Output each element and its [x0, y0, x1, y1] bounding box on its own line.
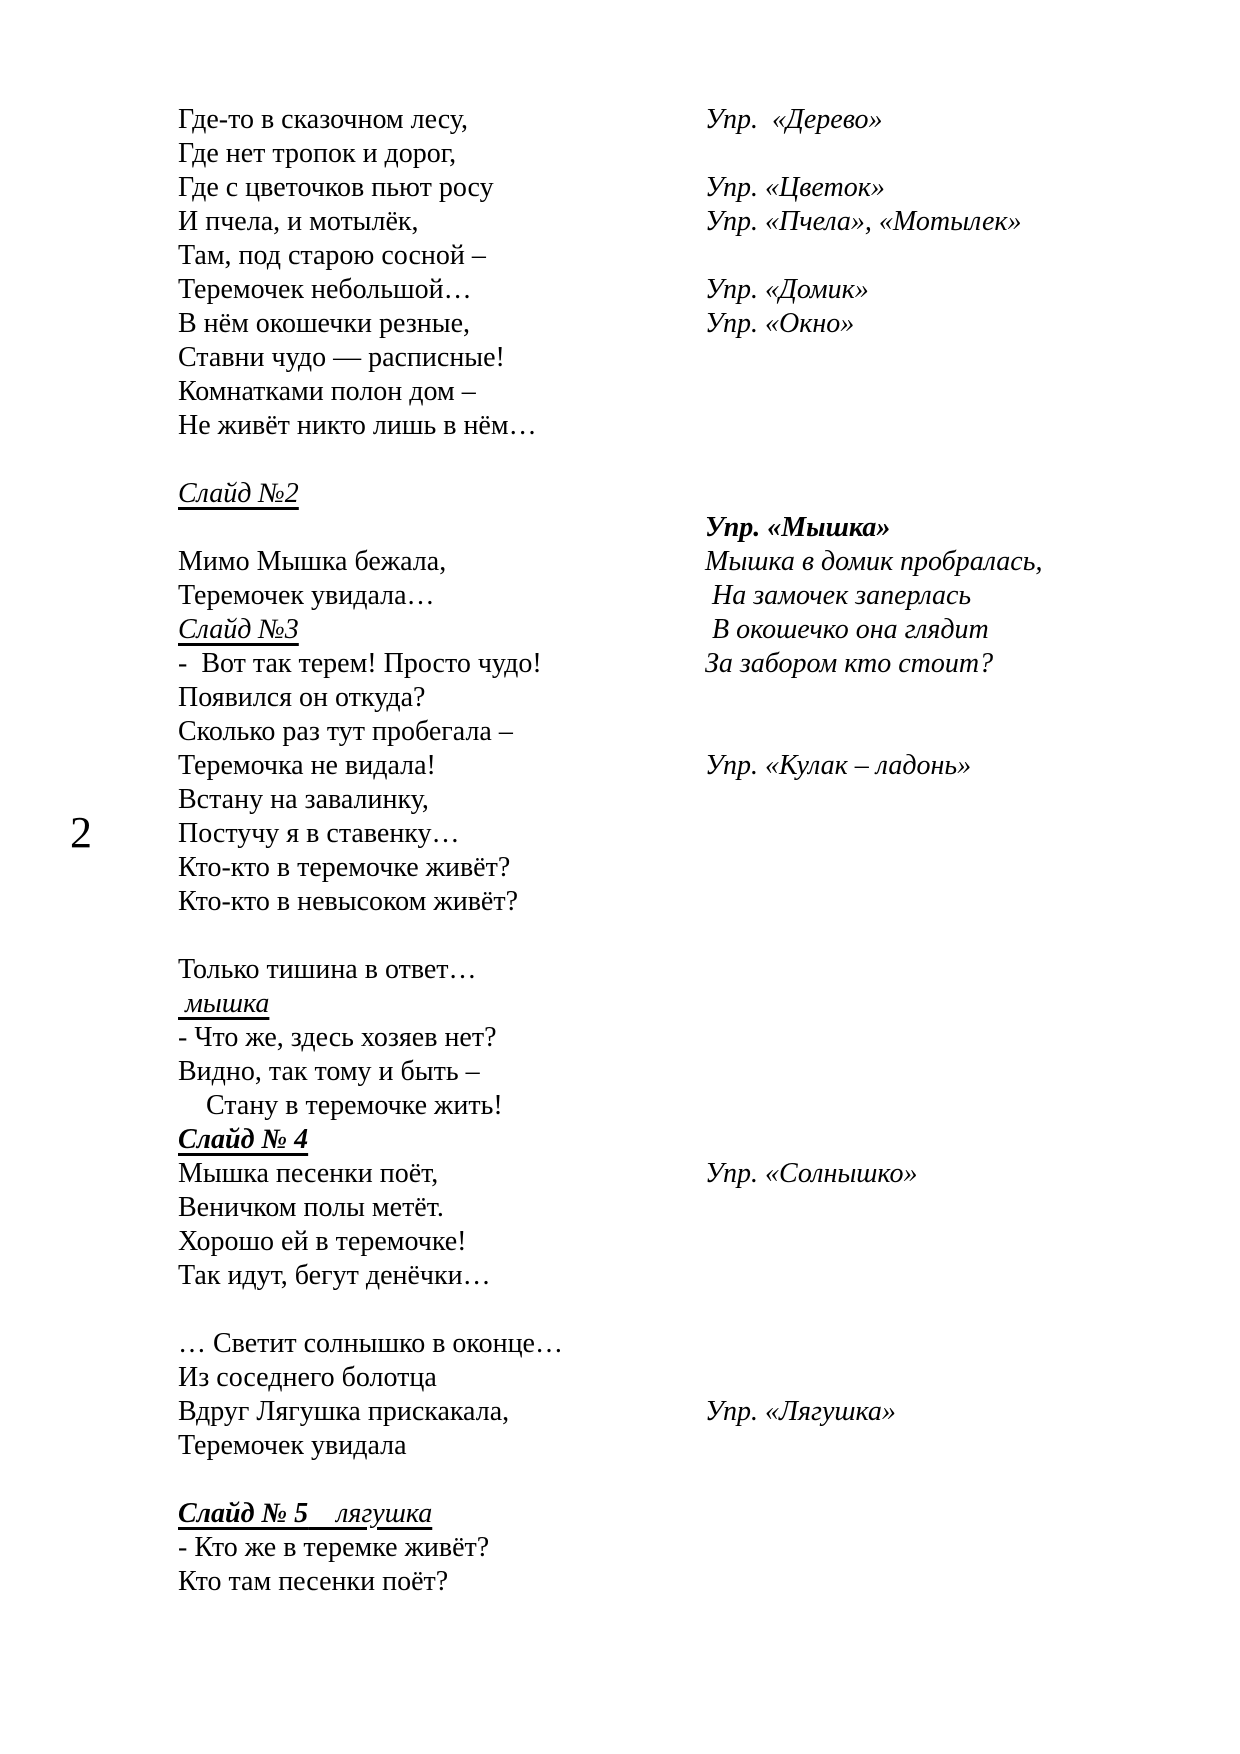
text-line: [705, 1395, 1215, 1429]
text-line: [705, 1123, 1215, 1157]
text-segment: За забором кто стоит?: [705, 648, 994, 679]
text-line: [705, 341, 1215, 375]
text-line: [705, 1293, 1215, 1327]
text-line: [705, 409, 1215, 443]
text-segment: - Что же, здесь хозяев нет?: [178, 1022, 497, 1053]
text-line: [178, 1429, 718, 1463]
text-segment: Комнатками полон дом –: [178, 376, 476, 407]
text-line: [178, 1089, 718, 1123]
text-line: [705, 817, 1215, 851]
text-line: [178, 341, 718, 375]
text-segment: Теремочек увидала…: [178, 580, 435, 611]
text-line: [178, 137, 718, 171]
text-segment: Кто там песенки поёт?: [178, 1566, 449, 1597]
text-line: [705, 1055, 1215, 1089]
text-line: [178, 1157, 718, 1191]
text-line: [705, 647, 1215, 681]
text-line: [178, 783, 718, 817]
text-line: [705, 103, 1215, 137]
text-segment: Так идут, бегут денёчки…: [178, 1260, 491, 1291]
text-line: [178, 953, 718, 987]
text-line: [178, 409, 718, 443]
text-segment: Постучу я в ставенку…: [178, 818, 460, 849]
text-line: [178, 1531, 718, 1565]
text-segment: Где нет тропок и дорог,: [178, 138, 457, 169]
text-line: [705, 375, 1215, 409]
text-line: [705, 987, 1215, 1021]
text-segment: Упр. «Мышка»: [705, 512, 891, 543]
text-segment: Кто-кто в теремочке живёт?: [178, 852, 511, 883]
text-line: [705, 851, 1215, 885]
text-line: [705, 715, 1215, 749]
text-segment: Встану на завалинку,: [178, 784, 429, 815]
text-line: [705, 953, 1215, 987]
text-line: [705, 1225, 1215, 1259]
text-segment: Теремочек увидала: [178, 1430, 407, 1461]
text-line: [178, 477, 718, 511]
text-line: [178, 1293, 718, 1327]
text-segment: Мышка песенки поёт,: [178, 1158, 439, 1189]
text-line: [705, 783, 1215, 817]
text-line: [178, 817, 718, 851]
text-line: [705, 477, 1215, 511]
text-segment: Слайд №2: [178, 478, 299, 509]
text-line: [178, 1497, 718, 1531]
text-segment: И пчела, и мотылёк,: [178, 206, 419, 237]
text-segment: - Кто же в теремке живёт?: [178, 1532, 490, 1563]
text-segment: Мышка в домик пробралась,: [705, 546, 1043, 577]
text-line: [705, 1259, 1215, 1293]
right-column: [705, 103, 1215, 1429]
text-line: [705, 1191, 1215, 1225]
text-line: [705, 579, 1215, 613]
text-segment: Из соседнего болотца: [178, 1362, 437, 1393]
text-line: [705, 681, 1215, 715]
text-segment: мышка: [178, 988, 270, 1019]
text-segment: Слайд № 5: [178, 1498, 309, 1529]
text-line: [705, 443, 1215, 477]
text-segment: … Светит солнышко в оконце…: [178, 1328, 563, 1359]
text-line: [178, 545, 718, 579]
text-line: [705, 1361, 1215, 1395]
text-line: [705, 919, 1215, 953]
left-column: [178, 103, 718, 1599]
text-line: [705, 1327, 1215, 1361]
text-segment: В окошечко она глядит: [705, 614, 989, 645]
text-segment: Кто-кто в невысоком живёт?: [178, 886, 519, 917]
text-line: [705, 239, 1215, 273]
text-line: [705, 171, 1215, 205]
text-segment: На замочек заперлась: [705, 580, 972, 611]
text-segment: Упр. «Цветок»: [705, 172, 885, 203]
text-line: [705, 545, 1215, 579]
text-segment: Упр. «Лягушка»: [705, 1396, 896, 1427]
text-segment: Хорошо ей в теремочке!: [178, 1226, 467, 1257]
text-segment: Только тишина в ответ…: [178, 954, 477, 985]
text-line: [178, 919, 718, 953]
text-line: [178, 851, 718, 885]
text-segment: Не живёт никто лишь в нём…: [178, 410, 537, 441]
text-line: [705, 1021, 1215, 1055]
text-segment: Появился он откуда?: [178, 682, 426, 713]
text-line: [705, 613, 1215, 647]
text-segment: Слайд №3: [178, 614, 299, 645]
text-line: [705, 1157, 1215, 1191]
text-line: [178, 273, 718, 307]
text-line: [705, 273, 1215, 307]
text-line: [178, 1463, 718, 1497]
text-line: [178, 1327, 718, 1361]
text-segment: Упр. «Дерево»: [705, 104, 883, 135]
text-line: [178, 749, 718, 783]
text-line: [178, 171, 718, 205]
text-line: [178, 987, 718, 1021]
text-segment: Упр. «Окно»: [705, 308, 855, 339]
text-segment: Слайд № 4: [178, 1124, 309, 1155]
text-line: [178, 103, 718, 137]
text-line: [178, 1361, 718, 1395]
text-line: [178, 1395, 718, 1429]
text-segment: Упр. «Солнышко»: [705, 1158, 918, 1189]
text-segment: Видно, так тому и быть –: [178, 1056, 480, 1087]
text-line: [178, 1259, 718, 1293]
text-line: [705, 749, 1215, 783]
text-segment: Там, под старою сосной –: [178, 240, 486, 271]
text-segment: Теремочка не видала!: [178, 750, 436, 781]
text-segment: - Вот так терем! Просто чудо!: [178, 648, 542, 679]
text-line: [705, 511, 1215, 545]
text-segment: лягушка: [308, 1498, 433, 1529]
text-line: [178, 1055, 718, 1089]
text-line: [178, 1021, 718, 1055]
text-segment: Стану в теремочке жить!: [178, 1090, 503, 1121]
text-line: [705, 1089, 1215, 1123]
text-line: [705, 307, 1215, 341]
text-line: [178, 205, 718, 239]
text-line: [178, 885, 718, 919]
page-number: 2: [70, 808, 92, 857]
text-line: [178, 1123, 718, 1157]
text-line: [178, 1191, 718, 1225]
text-segment: Упр. «Кулак – ладонь»: [705, 750, 972, 781]
text-line: [178, 647, 718, 681]
text-line: [178, 375, 718, 409]
text-segment: Теремочек небольшой…: [178, 274, 472, 305]
text-segment: Где с цветочков пьют росу: [178, 172, 494, 203]
text-line: [178, 613, 718, 647]
text-line: [178, 1565, 718, 1599]
text-line: [705, 205, 1215, 239]
text-segment: Где-то в сказочном лесу,: [178, 104, 468, 135]
text-segment: Упр. «Домик»: [705, 274, 869, 305]
text-segment: Веничком полы метёт.: [178, 1192, 444, 1223]
text-segment: Мимо Мышка бежала,: [178, 546, 447, 577]
text-line: [178, 715, 718, 749]
text-segment: Сколько раз тут пробегала –: [178, 716, 513, 747]
text-line: [705, 885, 1215, 919]
text-line: [705, 137, 1215, 171]
text-line: [178, 307, 718, 341]
text-segment: Вдруг Лягушка прискакала,: [178, 1396, 510, 1427]
text-line: [178, 1225, 718, 1259]
text-segment: Упр. «Пчела», «Мотылек»: [705, 206, 1022, 237]
text-line: [178, 239, 718, 273]
text-line: [178, 443, 718, 477]
text-segment: В нём окошечки резные,: [178, 308, 471, 339]
text-segment: Ставни чудо — расписные!: [178, 342, 505, 373]
text-line: [178, 681, 718, 715]
text-line: [178, 579, 718, 613]
text-line: [178, 511, 718, 545]
